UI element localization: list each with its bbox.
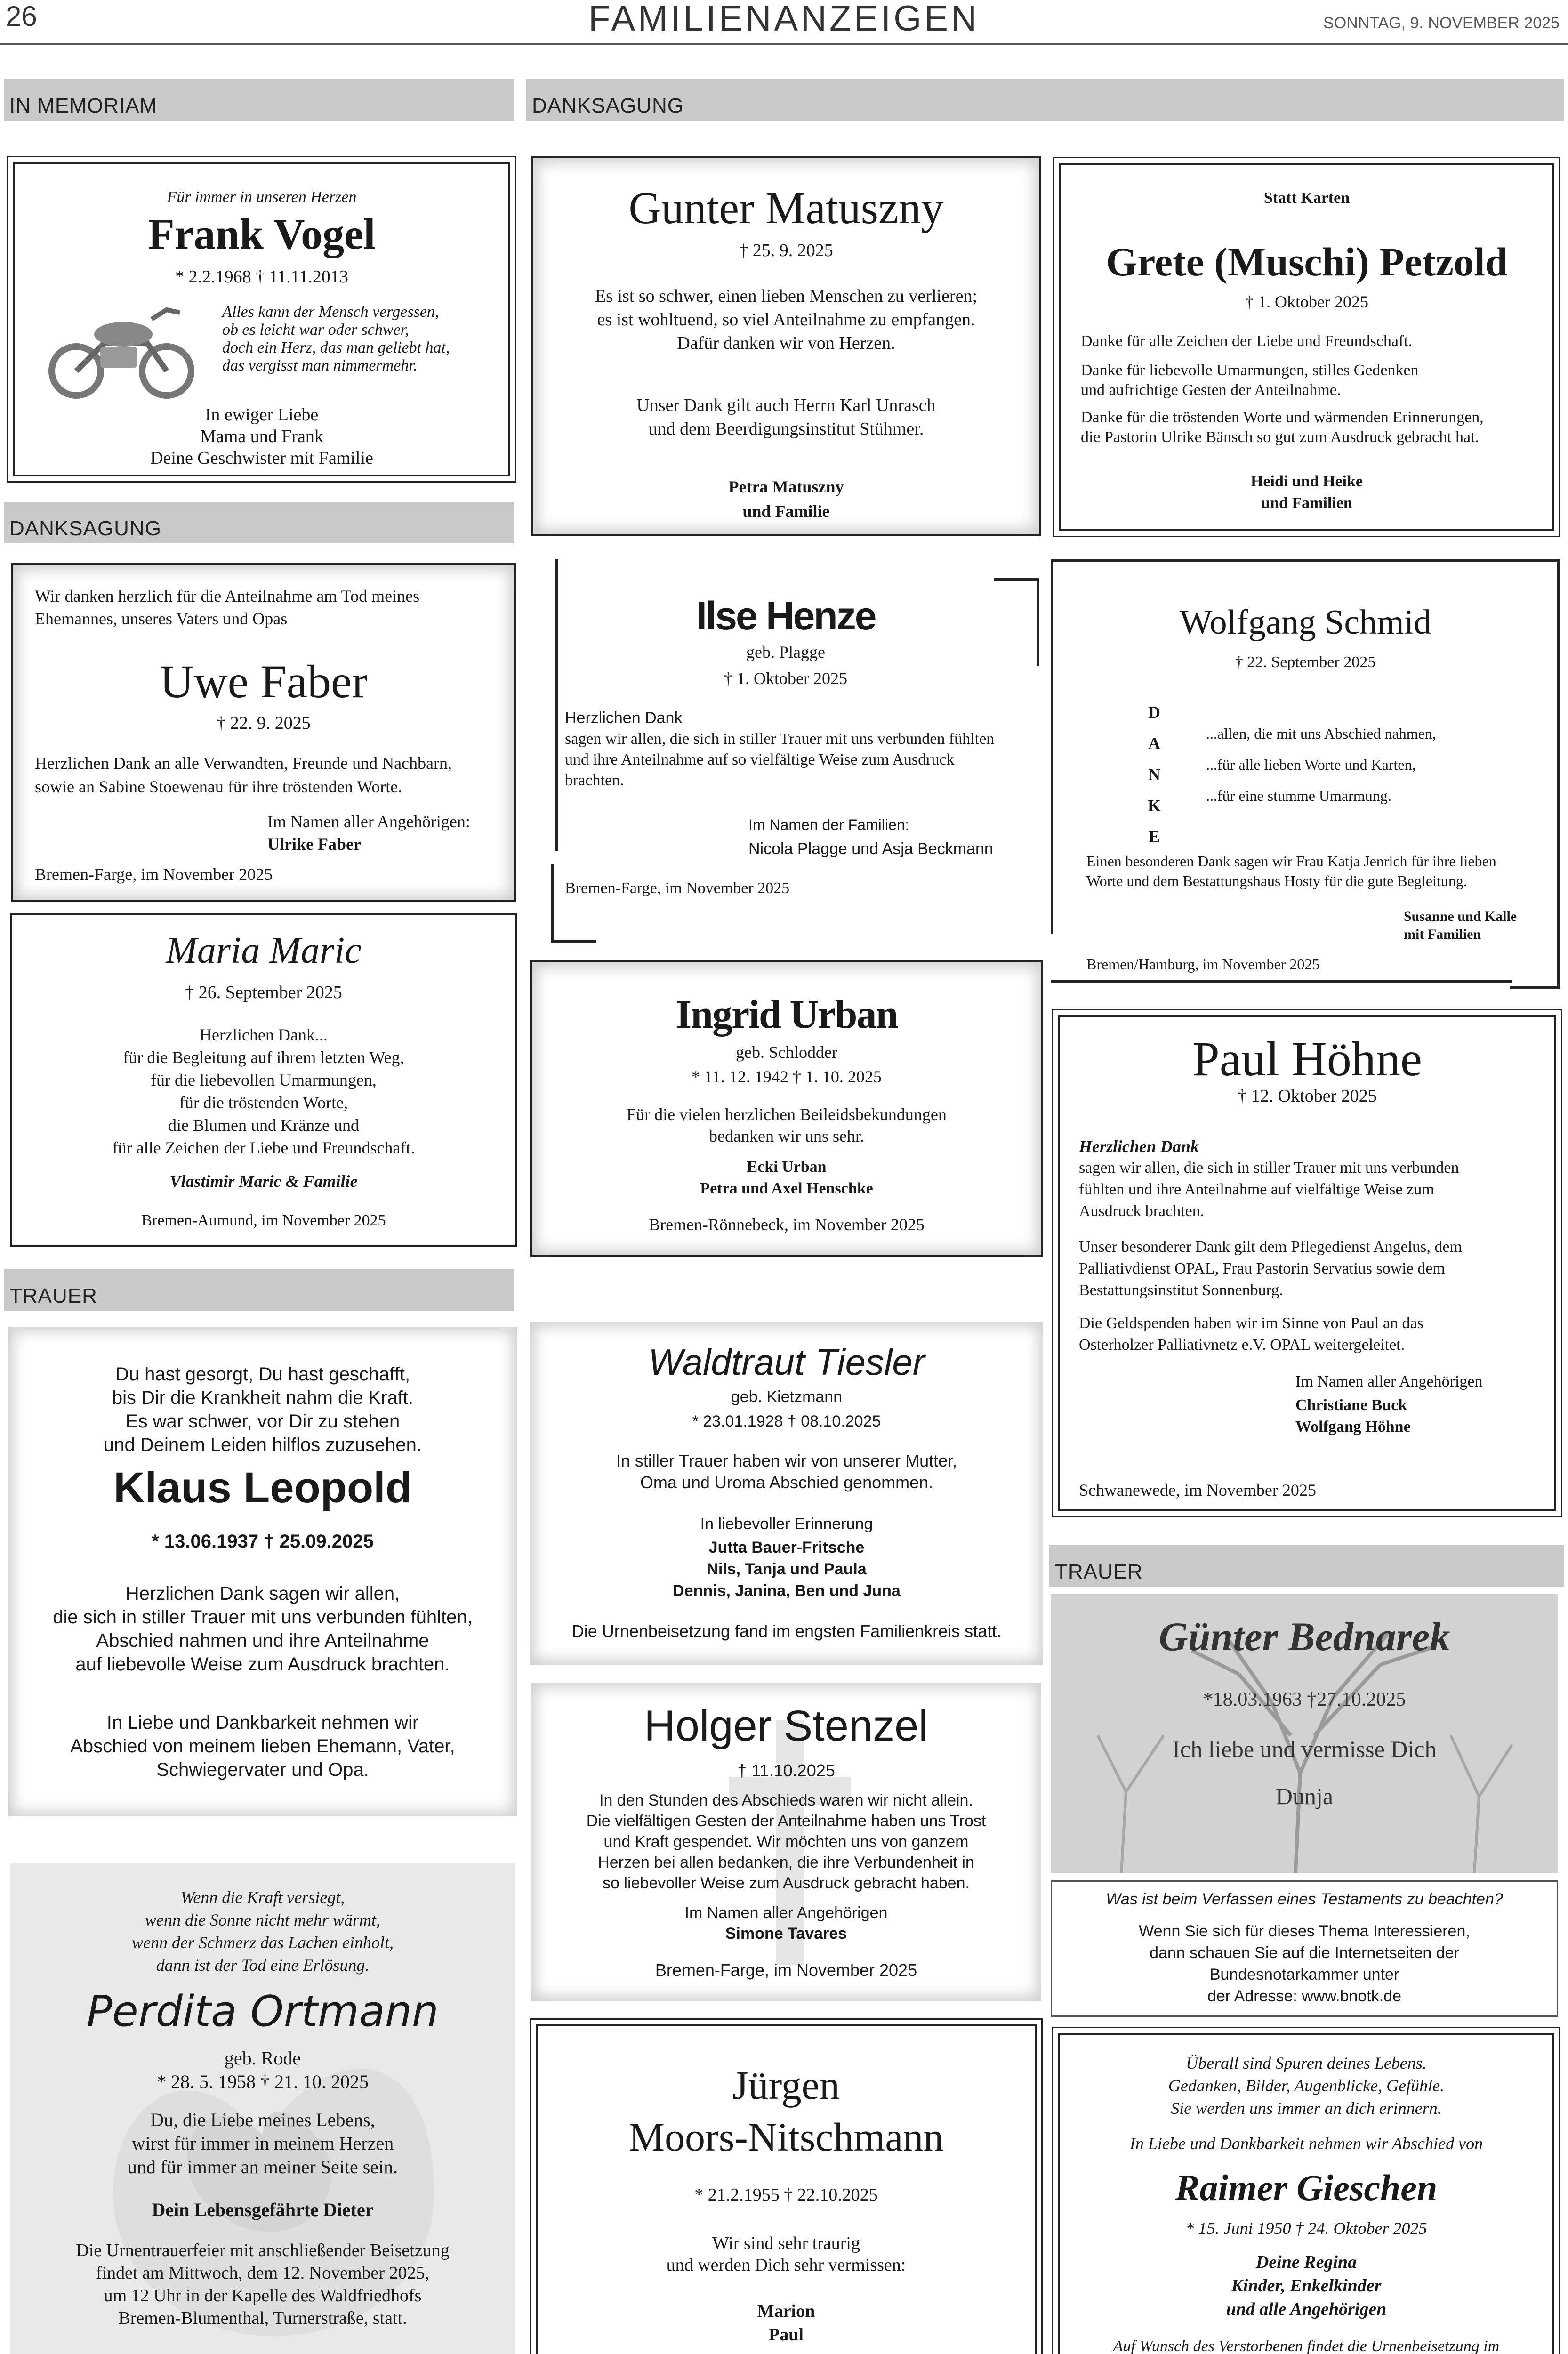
notice-name: Grete (Muschi) Petzold bbox=[1106, 239, 1508, 284]
notice-dates: † 22. September 2025 bbox=[1235, 653, 1376, 671]
motorcycle-icon bbox=[43, 291, 199, 399]
notice-born: geb. Plagge bbox=[746, 643, 825, 661]
notice-raimer-gieschen bbox=[1058, 2033, 1554, 2354]
notice-text: Auf Wunsch des Verstorbenen findet die Urnenbeisetzung im bbox=[1113, 2338, 1500, 2354]
danke-letter: N bbox=[1148, 765, 1160, 784]
notice-sig-label: Im Namen aller Angehörigen: bbox=[267, 812, 470, 831]
notice-dates: † 25. 9. 2025 bbox=[739, 241, 833, 260]
notice-intro: In Liebe und Dankbarkeit nehmen wir Abschied von bbox=[1129, 2134, 1483, 2153]
notice-closing: In ewiger Liebe Mama und Frank Deine Geschwister mit Familie bbox=[150, 405, 373, 468]
notice-intro: Für immer in unseren Herzen bbox=[167, 188, 357, 206]
notice-juergen-moors-nitschmann bbox=[536, 2024, 1037, 2354]
notice-top-label: Statt Karten bbox=[1263, 189, 1350, 207]
notice-signature: Marion Paul bbox=[757, 2301, 815, 2345]
notice-text-2: Danke für liebevolle Umarmungen, stilles Gedenken und aufrichtige Gesten der Anteilnahme. bbox=[1081, 362, 1419, 399]
notice-sig-name: Nicola Plagge und Asja Beckmann bbox=[748, 840, 993, 858]
notice-dates: † 1. Oktober 2025 bbox=[1245, 292, 1368, 311]
notice-dates: * 28. 5. 1958 † 21. 10. 2025 bbox=[157, 2071, 369, 2092]
notice-text-3: Die Geldspenden haben wir im Sinne von Paul an das Osterholzer Palliativnetz e.V. OPAL weitergeleitet. bbox=[1079, 1314, 1423, 1354]
notice-paul-hoehne bbox=[1058, 1015, 1556, 1511]
notice-signature: Dunja bbox=[1275, 1783, 1334, 1809]
notice-place: Bremen/Hamburg, im November 2025 bbox=[1086, 956, 1320, 973]
notice-text: sagen wir allen, die sich in stiller Trauer mit uns verbunden fühlten und ihre Anteilnahme auf so vielfältige Weise zum Ausdruck brachten. bbox=[565, 730, 995, 789]
notice-dates: † 12. Oktober 2025 bbox=[1238, 1086, 1377, 1106]
notice-signature: Heidi und Heike und Familien bbox=[1250, 473, 1363, 512]
notice-gunter-matuszny bbox=[531, 156, 1041, 536]
notice-text: Wir sind sehr traurig und werden Dich sehr vermissen: bbox=[666, 2233, 906, 2275]
notice-dates: * 2.2.1968 † 11.11.2013 bbox=[175, 267, 348, 287]
notice-heading: Herzlichen Dank bbox=[565, 709, 683, 727]
notice-dates: * 15. Juni 1950 † 24. Oktober 2025 bbox=[1185, 2219, 1427, 2238]
notice-text-3: Danke für die tröstenden Worte und wärmenden Erinnerungen, die Pastorin Ulrike Bänsch so gut zum Ausdruck gebracht hat. bbox=[1081, 409, 1484, 446]
notice-uwe-faber bbox=[11, 563, 516, 902]
notice-text-2: Unser besonderer Dank gilt dem Pflegedienst Angelus, dem Palliativdienst OPAL, Frau Pastorin Servatius sowie dem Bestattungsinstitut Sonnenburg. bbox=[1079, 1238, 1462, 1299]
notice-dates: * 23.01.1928 † 08.10.2025 bbox=[692, 1412, 881, 1430]
notice-text: Herzlichen Dank sagen wir allen, die sich in stiller Trauer mit uns verbunden fühlten, Abschied nahmen und ihre Anteilnahme auf liebevolle Weise zum Ausdruck brachten. bbox=[53, 1583, 473, 1675]
danke-line: ...allen, die mit uns Abschied nahmen, bbox=[1206, 725, 1436, 742]
notice-sig-label: Im Namen aller Angehörigen bbox=[1295, 1373, 1483, 1390]
notice-place: Bremen-Aumund, im November 2025 bbox=[141, 1212, 386, 1229]
danke-letter: D bbox=[1148, 703, 1160, 722]
notice-name: Paul Höhne bbox=[1192, 1032, 1423, 1086]
notice-dates: * 11. 12. 1942 † 1. 10. 2025 bbox=[692, 1067, 882, 1086]
notice-name: Jürgen Moors-Nitschmann bbox=[628, 2063, 944, 2160]
notice-born: geb. Kietzmann bbox=[731, 1388, 843, 1406]
notice-text: Für die vielen herzlichen Beileidsbekundungen bedanken wir uns sehr. bbox=[627, 1105, 947, 1145]
notice-sig-label: Im Namen der Familien: bbox=[748, 816, 909, 833]
notice-name: Wolfgang Schmid bbox=[1179, 603, 1431, 642]
notice-text: Es ist so schwer, einen lieben Menschen zu verlieren; es ist wohltuend, so viel Anteilnahme zu empfangen. Dafür danken wir von Herzen. bbox=[595, 286, 978, 353]
danke-letter: E bbox=[1148, 827, 1160, 846]
notice-heading: Herzlichen Dank bbox=[1079, 1137, 1199, 1156]
section-in-memoriam: IN MEMORIAM bbox=[4, 79, 514, 121]
notice-sig-label: Im Namen aller Angehörigen bbox=[684, 1904, 888, 1922]
notice-text: In stiller Trauer haben wir von unserer Mutter, Oma und Uroma Abschied genommen. bbox=[616, 1451, 957, 1492]
notice-text: Danke für alle Zeichen der Liebe und Freundschaft. bbox=[1081, 332, 1413, 350]
notice-signature: Deine Regina Kinder, Enkelkinder und alle Angehörigen bbox=[1226, 2252, 1387, 2319]
notice-signature: Susanne und Kalle mit Familien bbox=[1404, 909, 1517, 942]
notice-signature: Ecki Urban Petra und Axel Henschke bbox=[700, 1158, 873, 1197]
notice-intro: Wir danken herzlich für die Anteilnahme am Tod meines Ehemannes, unseres Vaters und Opas bbox=[35, 587, 420, 628]
notice-text: Ich liebe und vermisse Dich bbox=[1172, 1736, 1437, 1762]
notice-waldtraut-tiesler bbox=[530, 1322, 1043, 1665]
notice-dates: * 13.06.1937 † 25.09.2025 bbox=[152, 1531, 374, 1552]
notice-name: Gunter Matuszny bbox=[628, 183, 944, 233]
notice-dates: † 11.10.2025 bbox=[737, 1761, 835, 1780]
notice-name: Holger Stenzel bbox=[644, 1702, 928, 1750]
notice-dates: * 21.2.1955 † 22.10.2025 bbox=[694, 2185, 878, 2205]
notice-place: Bremen-Farge, im November 2025 bbox=[35, 865, 273, 884]
notice-names: Jutta Bauer-Fritsche Nils, Tanja und Paula Dennis, Janina, Ben und Juna bbox=[673, 1539, 901, 1600]
notice-dates: † 22. 9. 2025 bbox=[217, 713, 311, 733]
notice-text-2: Die Urnenbeisetzung fand im engsten Familienkreis statt. bbox=[571, 1621, 1002, 1641]
notice-guenter-bednarek bbox=[1051, 1594, 1558, 1873]
danke-line: ...für alle lieben Worte und Karten, bbox=[1206, 756, 1416, 773]
notice-poem: Alles kann der Mensch vergessen, ob es leicht war oder schwer, doch ein Herz, das man geliebt hat, das vergisst man nimmermehr. bbox=[222, 303, 450, 374]
section-trauer-right: TRAUER bbox=[1049, 1545, 1564, 1587]
notice-grete-petzold bbox=[1059, 163, 1554, 531]
notice-name: Raimer Gieschen bbox=[1175, 2167, 1438, 2208]
notice-poem: Wenn die Kraft versiegt, wenn die Sonne nicht mehr wärmt, wenn der Schmerz das Lachen einholt, dann ist der Tod eine Erlösung. bbox=[132, 1888, 394, 1975]
notice-name: Klaus Leopold bbox=[113, 1464, 412, 1512]
notice-holger-stenzel bbox=[531, 1683, 1041, 2001]
section-trauer-left: TRAUER bbox=[4, 1269, 514, 1311]
notice-text: Herzlichen Dank an alle Verwandten, Freunde und Nachbarn, sowie an Sabine Stoewenau für ihre tröstenden Worte. bbox=[35, 754, 452, 796]
notice-text-2: In Liebe und Dankbarkeit nehmen wir Abschied von meinem lieben Ehemann, Vater, Schwiegervater und Opa. bbox=[70, 1712, 455, 1780]
notice-testament bbox=[1051, 1880, 1558, 2017]
notice-born: geb. Rode bbox=[224, 2048, 301, 2069]
notice-maria-maric bbox=[10, 913, 517, 1247]
notice-name: Frank Vogel bbox=[148, 210, 376, 258]
page-number: 26 bbox=[6, 0, 37, 32]
danke-letter: K bbox=[1147, 796, 1161, 815]
notice-name: Günter Bednarek bbox=[1158, 1614, 1450, 1659]
notice-sig-name: Simone Tavares bbox=[725, 1925, 847, 1943]
danke-line: ...für eine stumme Umarmung. bbox=[1206, 787, 1391, 804]
notice-name: Perdita Ortmann bbox=[87, 1987, 439, 2036]
notice-born: geb. Schlodder bbox=[736, 1043, 837, 1062]
notice-ilse-henze bbox=[532, 559, 1039, 943]
notice-name: Ingrid Urban bbox=[675, 992, 898, 1037]
notice-sig-name: Ulrike Faber bbox=[267, 835, 361, 854]
notice-poem: Überall sind Spuren deines Lebens. Gedanken, Bilder, Augenblicke, Gefühle. Sie werden uns immer an dich erinnern. bbox=[1168, 2054, 1445, 2118]
header-rule bbox=[0, 43, 1568, 45]
notice-text: Du, die Liebe meines Lebens, wirst für immer in meinem Herzen und für immer an meiner Seite sein. bbox=[127, 2109, 398, 2177]
notice-frank-vogel bbox=[13, 162, 510, 476]
page-title: FAMILIENANZEIGEN bbox=[588, 0, 980, 39]
notice-ingrid-urban bbox=[530, 960, 1043, 1257]
notice-sig-names: Christiane Buck Wolfgang Höhne bbox=[1295, 1396, 1411, 1435]
notice-signature: Petra Matuszny und Familie bbox=[728, 477, 844, 521]
notice-place: Bremen-Farge, im November 2025 bbox=[655, 1960, 917, 1980]
section-danksagung-top: DANKSAGUNG bbox=[526, 79, 1564, 121]
notice-text-2: Die Urnentrauerfeier mit anschließender Beisetzung findet am Mittwoch, dem 12. November 2025, um 12 Uhr in der Kapelle des Waldfriedhofs Bremen-Blumenthal, Turnerstraße, statt. bbox=[76, 2241, 450, 2328]
testament-text: Wenn Sie sich für dieses Thema Interessieren, dann schauen Sie auf die Internetseiten der Bundesnotarkammer unter der Adresse: www.bnotk.de bbox=[1139, 1922, 1470, 2005]
notice-text-2: Unser Dank gilt auch Herrn Karl Unrasch und dem Beerdigungsinstitut Stühmer. bbox=[636, 395, 936, 439]
notice-klaus-leopold bbox=[8, 1327, 517, 1816]
section-danksagung-left: DANKSAGUNG bbox=[4, 502, 514, 543]
notice-signature: Dein Lebensgefährte Dieter bbox=[152, 2199, 374, 2220]
notice-name: Ilse Henze bbox=[696, 594, 876, 638]
notice-text: In den Stunden des Abschieds waren wir nicht allein. Die vielfältigen Gesten der Anteilnahme haben uns Trost und Kraft gespendet. Wir möchten uns von ganzem Herzen bei allen bedanken, die ihre Verbundenheit in so liebevoller Weise zum Ausdruck gebracht haben. bbox=[586, 1791, 986, 1892]
notice-text: Einen besonderen Dank sagen wir Frau Katja Jenrich für ihre lieben Worte und dem Bestattungshaus Hosty für die gute Begleitung. bbox=[1086, 853, 1496, 889]
notice-place: Bremen-Rönnebeck, im November 2025 bbox=[649, 1215, 925, 1234]
notice-place: Bremen-Farge, im November 2025 bbox=[565, 879, 790, 897]
notice-text: Herzlichen Dank... für die Begleitung auf ihrem letzten Weg, für die liebevollen Umarmungen, für die tröstenden Worte, die Blumen und Kränze und für alle Zeichen der Liebe und Freundschaft. bbox=[112, 1025, 415, 1157]
danke-letter: A bbox=[1148, 734, 1160, 753]
notice-dates: † 26. September 2025 bbox=[185, 983, 342, 1002]
notice-memory: In liebevoller Erinnerung bbox=[700, 1515, 873, 1533]
notice-name: Waldtraut Tiesler bbox=[648, 1341, 925, 1383]
danke-letters bbox=[1145, 697, 1164, 852]
notice-name: Uwe Faber bbox=[160, 655, 368, 708]
testament-question: Was ist beim Verfassen eines Testaments zu beachten? bbox=[1106, 1890, 1503, 1908]
notice-name: Maria Maric bbox=[166, 930, 362, 971]
notice-intro: Du hast gesorgt, Du hast geschafft, bis Dir die Krankheit nahm die Kraft. Es war schwer, vor Dir zu stehen und Deinem Leiden hilflos zuzusehen. bbox=[104, 1364, 422, 1455]
issue-date: SONNTAG, 9. NOVEMBER 2025 bbox=[1323, 14, 1560, 32]
notice-dates: † 1. Oktober 2025 bbox=[724, 669, 847, 688]
notice-dates: *18.03.1963 †27.10.2025 bbox=[1203, 1689, 1406, 1710]
notice-perdita-ortmann bbox=[10, 1863, 515, 2354]
notice-wolfgang-schmid bbox=[1051, 559, 1560, 983]
notice-place: Schwanewede, im November 2025 bbox=[1079, 1481, 1316, 1499]
notice-signature: Vlastimir Maric & Familie bbox=[169, 1172, 358, 1191]
notice-text: sagen wir allen, die sich in stiller Trauer mit uns verbunden fühlten und ihre Anteilnahme auf vielfältige Weise zum Ausdruck brachten. bbox=[1079, 1159, 1459, 1220]
